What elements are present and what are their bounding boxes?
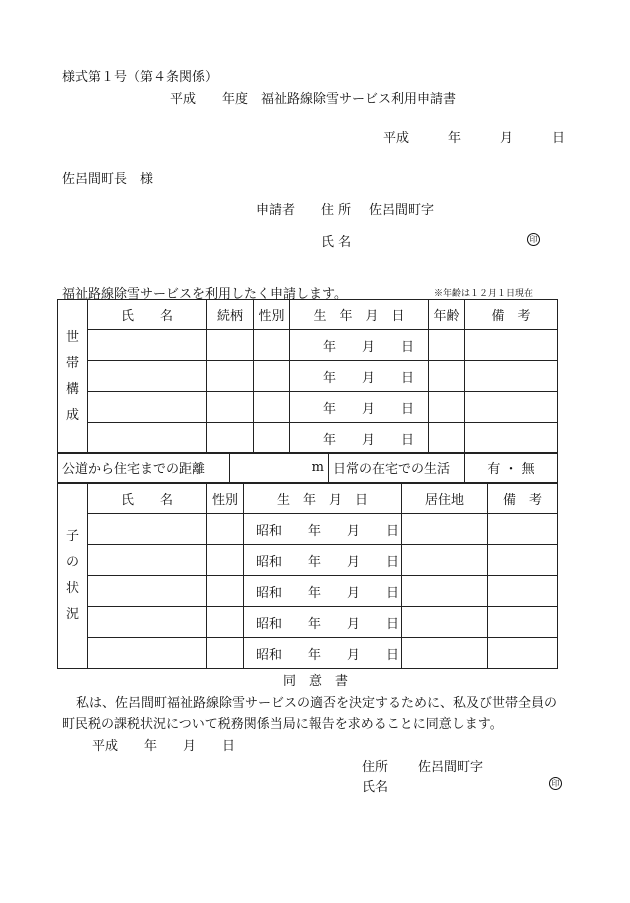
age-note: ※年齢は１２月１日現在 (434, 289, 534, 299)
col-residence: 居住地 (402, 484, 488, 514)
remarks-field[interactable] (488, 576, 558, 607)
consent-seal-mark: 印 (549, 777, 562, 790)
sex-field[interactable] (254, 392, 290, 423)
col-remarks: 備 考 (465, 300, 558, 330)
form-number: 様式第１号（第４条関係） (62, 70, 219, 85)
residence-field[interactable] (402, 514, 488, 545)
birthdate-field[interactable]: 昭和 年 月 日 (244, 638, 402, 669)
col-birthdate: 生 年 月 日 (244, 484, 402, 514)
intro-text: 福祉路線除雪サービスを利用したく申請します。 (62, 287, 347, 302)
sex-field[interactable] (207, 638, 244, 669)
birthdate-field[interactable]: 昭和 年 月 日 (244, 514, 402, 545)
birthdate-field[interactable]: 年 月 日 (290, 423, 429, 454)
household-header-row (58, 300, 558, 330)
home-life-label: 日常の在宅での生活 (329, 453, 465, 483)
birthdate-field[interactable]: 昭和 年 月 日 (244, 576, 402, 607)
sex-field[interactable] (254, 361, 290, 392)
residence-field[interactable] (402, 545, 488, 576)
distance-field[interactable] (230, 453, 329, 483)
residence-field[interactable] (402, 607, 488, 638)
birthdate-field[interactable]: 年 月 日 (290, 330, 429, 361)
col-sex: 性別 (254, 300, 290, 330)
children-side-label: 子 の 状 況 (58, 484, 88, 669)
consent-body-line2: 町民税の課税状況について税務関係当局に報告を求めることに同意します。 (62, 717, 503, 732)
seal-mark: 印 (527, 233, 540, 246)
name-field[interactable] (88, 361, 207, 392)
date-line: 平成 年 月 日 (383, 131, 566, 146)
residence-field[interactable] (402, 638, 488, 669)
table-row (58, 514, 558, 545)
remarks-field[interactable] (465, 392, 558, 423)
birthdate-field[interactable]: 年 月 日 (290, 361, 429, 392)
remarks-field[interactable] (488, 545, 558, 576)
relation-field[interactable] (207, 392, 254, 423)
name-field[interactable] (88, 330, 207, 361)
table-row (58, 576, 558, 607)
name-field[interactable] (88, 392, 207, 423)
table-row (58, 638, 558, 669)
age-field[interactable] (429, 423, 465, 454)
age-field[interactable] (429, 392, 465, 423)
name-field[interactable] (88, 576, 207, 607)
relation-field[interactable] (207, 330, 254, 361)
col-sex: 性別 (207, 484, 244, 514)
sex-field[interactable] (207, 545, 244, 576)
name-field[interactable] (88, 514, 207, 545)
distance-unit: m (311, 460, 324, 475)
relation-field[interactable] (207, 361, 254, 392)
consent-date-line: 平成 年 月 日 (92, 739, 236, 754)
distance-table (57, 452, 558, 483)
children-table (57, 483, 558, 669)
col-name: 氏 名 (88, 300, 207, 330)
address-value: 佐呂間町字 (369, 203, 435, 218)
addressee: 佐呂間町長 様 (62, 172, 154, 187)
col-name: 氏 名 (88, 484, 207, 514)
name-field[interactable] (88, 607, 207, 638)
table-row (58, 392, 558, 423)
col-relation: 続柄 (207, 300, 254, 330)
age-field[interactable] (429, 361, 465, 392)
consent-name-label: 氏名 (362, 780, 389, 795)
table-row (58, 607, 558, 638)
sex-field[interactable] (254, 330, 290, 361)
consent-title: 同 意 書 (283, 674, 349, 689)
sex-field[interactable] (207, 514, 244, 545)
remarks-field[interactable] (488, 514, 558, 545)
col-age: 年齢 (429, 300, 465, 330)
applicant-label: 申請者 (256, 203, 296, 218)
household-table (57, 299, 558, 454)
birthdate-field[interactable]: 昭和 年 月 日 (244, 607, 402, 638)
birthdate-field[interactable]: 昭和 年 月 日 (244, 545, 402, 576)
consent-address-value: 佐呂間町字 (418, 760, 484, 775)
table-row (58, 361, 558, 392)
sex-field[interactable] (254, 423, 290, 454)
remarks-field[interactable] (488, 638, 558, 669)
remarks-field[interactable] (465, 423, 558, 454)
address-label: 住 所 (321, 203, 352, 218)
table-row (58, 330, 558, 361)
form-title: 平成 年度 福祉路線除雪サービス利用申請書 (170, 92, 457, 107)
consent-body-line1: 私は、佐呂間町福祉路線除雪サービスの適否を決定するために、私及び世帯全員の (76, 696, 558, 711)
residence-field[interactable] (402, 576, 488, 607)
sex-field[interactable] (207, 576, 244, 607)
remarks-field[interactable] (465, 330, 558, 361)
name-field[interactable] (88, 638, 207, 669)
name-field[interactable] (88, 423, 207, 454)
distance-label: 公道から住宅までの距離 (58, 453, 230, 483)
relation-field[interactable] (207, 423, 254, 454)
home-life-choice[interactable]: 有 ・ 無 (465, 453, 558, 483)
table-row (58, 545, 558, 576)
remarks-field[interactable] (465, 361, 558, 392)
age-field[interactable] (429, 330, 465, 361)
birthdate-field[interactable]: 年 月 日 (290, 392, 429, 423)
col-birthdate: 生 年 月 日 (290, 300, 429, 330)
sex-field[interactable] (207, 607, 244, 638)
consent-address-label: 住所 (362, 760, 389, 775)
remarks-field[interactable] (488, 607, 558, 638)
col-remarks: 備 考 (488, 484, 558, 514)
household-side-label: 世 帯 構 成 (58, 300, 88, 454)
children-header-row (58, 484, 558, 514)
name-label: 氏 名 (321, 235, 352, 250)
name-field[interactable] (88, 545, 207, 576)
table-row (58, 423, 558, 454)
